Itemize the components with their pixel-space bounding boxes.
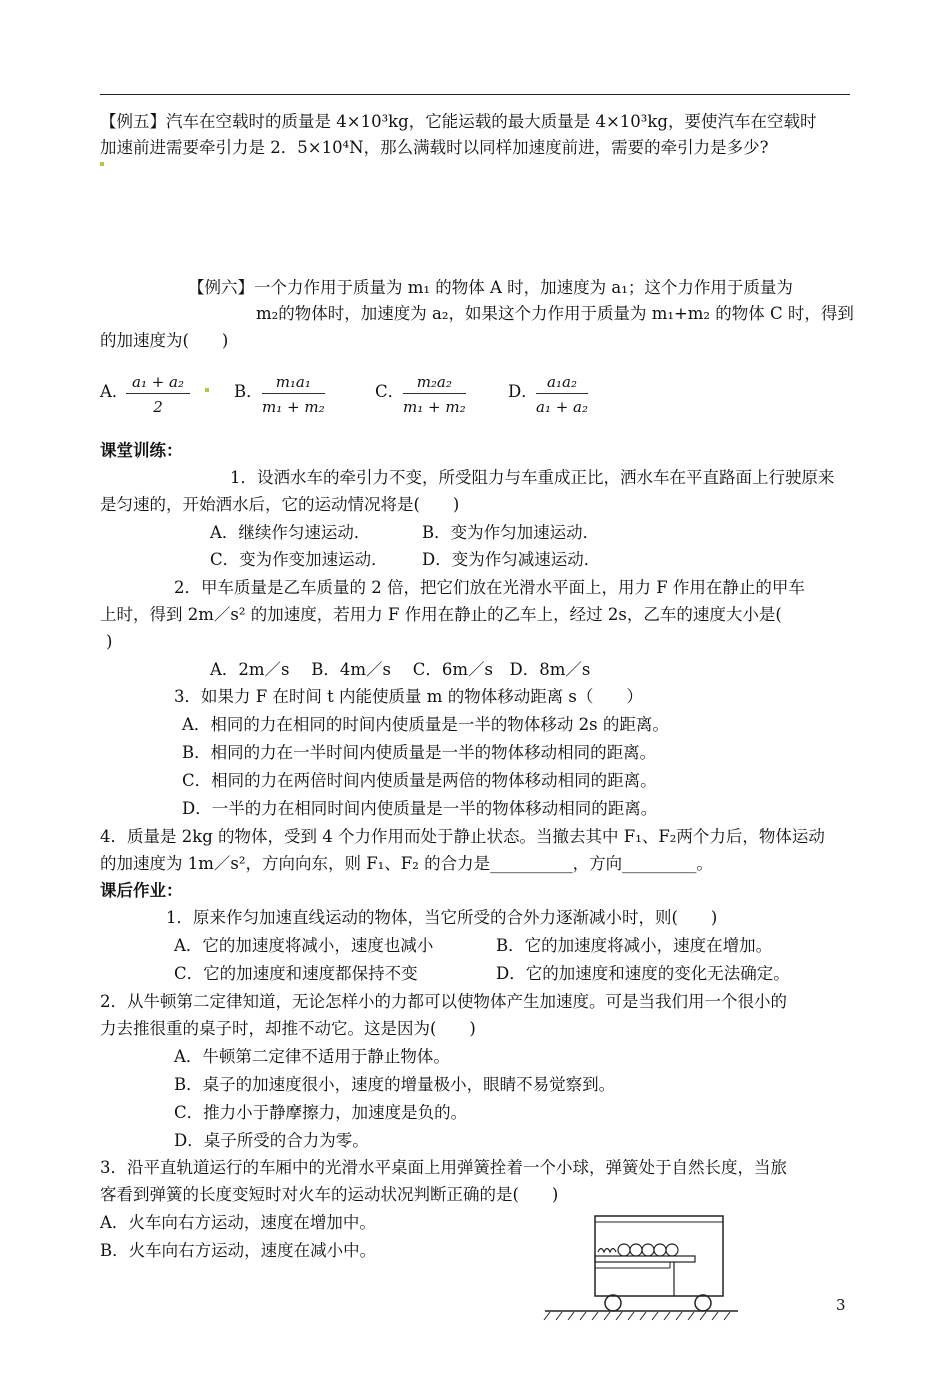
option-d-fraction xyxy=(536,373,588,416)
header-rule xyxy=(100,94,850,95)
fraction-numerator: m₁a₁ xyxy=(262,373,325,394)
option-a-label: A． xyxy=(100,382,129,401)
fraction-denominator: 2 xyxy=(153,398,163,416)
cq4-line1: 4．质量是 2kg 的物体，受到 4 个力作用而处于静止状态。当撤去其中 F₁、F₂两个力后，物体运动 xyxy=(100,827,825,846)
hq1-option-c: C．它的加速度和速度都保持不变 xyxy=(174,964,418,983)
cq4-line2: 的加速度为 1m／s²，方向向东，则 F₁、F₂ 的合力是__________，方向_________。 xyxy=(100,854,713,873)
ball xyxy=(642,1244,654,1256)
fraction-denominator: m₁ + m₂ xyxy=(262,398,325,416)
train-car-figure xyxy=(540,1212,740,1330)
ball xyxy=(618,1244,630,1256)
cq3-option-d: D．一半的力在相同时间内使质量是一半的物体移动相同的距离。 xyxy=(182,799,658,818)
wheel xyxy=(695,1295,711,1311)
hq2-option-b: B．桌子的加速度很小，速度的增量极小，眼睛不易觉察到。 xyxy=(174,1075,616,1094)
cq2-line1: 2．甲车质量是乙车质量的 2 倍，把它们放在光滑水平面上，用力 F 作用在静止的甲车 xyxy=(174,578,805,597)
hq1-option-d: D．它的加速度和速度的变化无法确定。 xyxy=(496,964,790,983)
fraction-denominator: a₁ + a₂ xyxy=(536,398,589,416)
cq1-option-d: D．变为作匀减速运动． xyxy=(422,550,601,569)
option-b-label: B． xyxy=(234,382,263,401)
cq1-option-a: A．继续作匀速运动． xyxy=(210,523,371,542)
hq2-line2: 力去推很重的桌子时，却推不动它。这是因为( ) xyxy=(100,1019,476,1038)
option-b-fraction xyxy=(262,373,325,416)
cq3-stem: 3．如果力 F 在时间 t 内能使质量 m 的物体移动距离 s（ ） xyxy=(174,687,643,706)
table-top xyxy=(595,1256,695,1262)
fraction-denominator: m₁ + m₂ xyxy=(403,398,466,416)
fraction-numerator: m₂a₂ xyxy=(403,373,466,394)
spring xyxy=(598,1249,616,1253)
hq1-option-a: A．它的加速度将减小，速度也减小 xyxy=(174,936,434,955)
ball xyxy=(666,1244,678,1256)
page-number: 3 xyxy=(836,1296,846,1314)
cq2-line3: ) xyxy=(106,632,113,651)
cq3-option-c: C．相同的力在两倍时间内使质量是两倍的物体移动相同的距离。 xyxy=(182,771,657,790)
marker-dot xyxy=(205,388,209,392)
hq3-option-a: A．火车向右方运动，速度在增加中。 xyxy=(100,1213,376,1232)
hq2-option-a: A．牛顿第二定律不适用于静止物体。 xyxy=(174,1047,450,1066)
example6-line2: m₂的物体时，加速度为 a₂，如果这个力作用于质量为 m₁+m₂ 的物体 C 时，得到 xyxy=(256,304,854,323)
hq1-option-b: B．它的加速度将减小，速度在增加。 xyxy=(496,936,773,955)
ball xyxy=(654,1244,666,1256)
hq3-line2: 客看到弹簧的长度变短时对火车的运动状况判断正确的是( ) xyxy=(100,1185,559,1204)
option-c-label: C． xyxy=(375,382,405,401)
example5-line2: 加速前进需要牵引力是 2．5×10⁴N，那么满载时以同样加速度前进，需要的牵引力是多少? xyxy=(100,138,769,157)
classroom-heading: 课堂训练： xyxy=(100,441,183,460)
cq1-line1: 1．设洒水车的牵引力不变，所受阻力与车重成正比，洒水车在平直路面上行驶原来 xyxy=(230,468,835,487)
example6-line1: 【例六】一个力作用于质量为 m₁ 的物体 A 时，加速度为 a₁；这个力作用于质量为 xyxy=(188,278,793,297)
fraction-numerator: a₁a₂ xyxy=(536,373,588,394)
marker-dot xyxy=(100,162,104,166)
example5-line1: 【例五】汽车在空载时的质量是 4×10³kg，它能运载的最大质量是 4×10³kg，要使汽车在空载时 xyxy=(100,112,817,131)
example6-line3: 的加速度为( ) xyxy=(100,331,229,350)
homework-heading: 课后作业： xyxy=(100,881,183,900)
option-c-fraction xyxy=(403,373,466,416)
hq1-stem: 1．原来作匀加速直线运动的物体，当它所受的合外力逐渐减小时，则( ) xyxy=(166,908,718,927)
hq3-option-b: B．火车向右方运动，速度在减小中。 xyxy=(100,1241,377,1260)
cq1-option-b: B．变为作匀加速运动． xyxy=(422,523,600,542)
cq1-option-c: C．变为作变加速运动． xyxy=(210,550,388,569)
cq1-line2: 是匀速的，开始洒水后，它的运动情况将是( ) xyxy=(100,495,460,514)
option-d-label: D． xyxy=(508,382,538,401)
ground-hatching xyxy=(544,1312,730,1320)
hq2-line1: 2．从牛顿第二定律知道，无论怎样小的力都可以使物体产生加速度。可是当我们用一个很小的 xyxy=(100,992,787,1011)
option-a-fraction xyxy=(126,373,190,416)
cq2-line2: 上时，得到 2m／s² 的加速度，若用力 F 作用在静止的乙车上，经过 2s，乙车的速度大小是( xyxy=(100,605,782,624)
cq3-option-b: B．相同的力在一半时间内使质量是一半的物体移动相同的距离。 xyxy=(182,743,657,762)
wheel xyxy=(605,1295,621,1311)
hq2-option-c: C．推力小于静摩擦力，加速度是负的。 xyxy=(174,1103,468,1122)
hq3-line1: 3．沿平直轨道运行的车厢中的光滑水平桌面上用弹簧拴着一个小球，弹簧处于自然长度，当旅 xyxy=(100,1158,787,1177)
ball xyxy=(630,1244,642,1256)
cq3-option-a: A．相同的力在相同的时间内使质量是一半的物体移动 2s 的距离。 xyxy=(182,715,669,734)
cq2-options: A．2m／s B．4m／s C．6m／s D．8m／s xyxy=(210,660,591,679)
fraction-numerator: a₁ + a₂ xyxy=(126,373,190,394)
hq2-option-d: D．桌子所受的合力为零。 xyxy=(174,1131,369,1150)
